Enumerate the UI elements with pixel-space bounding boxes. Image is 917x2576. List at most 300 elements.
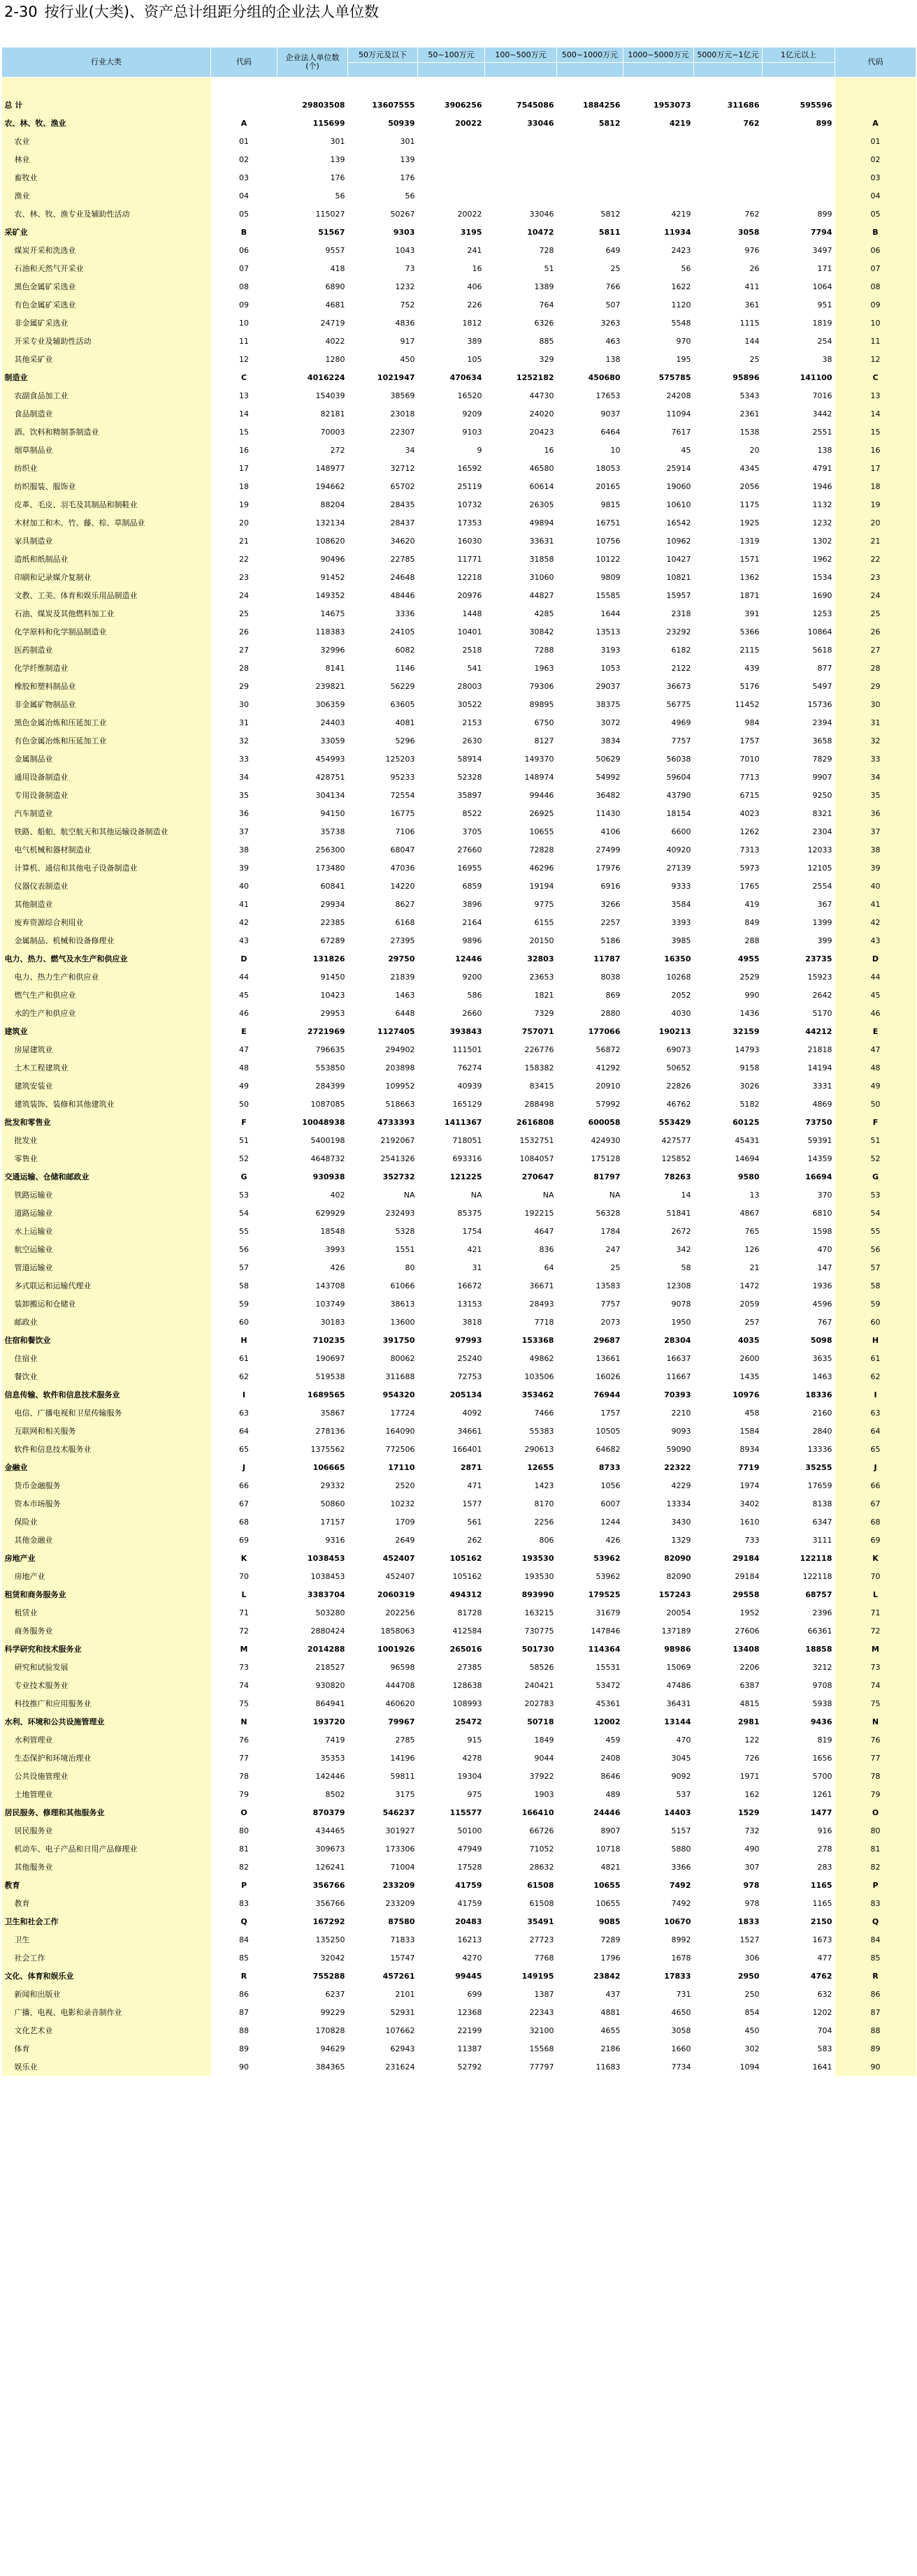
industry-name: 化学原料和化学制品制造业: [2, 623, 211, 641]
industry-name: 房屋建筑业: [2, 1040, 211, 1058]
value-g3: 166410: [521, 1807, 554, 1817]
industry-name: 租赁和商务服务业: [2, 1585, 211, 1603]
value-g7: 1463: [812, 1371, 832, 1381]
value-g2: 27385: [457, 1662, 482, 1672]
value-g5: 25914: [666, 463, 691, 473]
value-g5: 16637: [666, 1353, 691, 1363]
industry-code-right: 14: [835, 405, 916, 423]
value-g6: 1610: [739, 1517, 760, 1527]
value-g3: 8170: [534, 1499, 554, 1508]
industry-name: 煤炭开采和洗选业: [2, 241, 211, 259]
industry-code: 20: [239, 518, 249, 527]
industry-code: 71: [239, 1608, 249, 1617]
value-g4: 2408: [600, 1753, 621, 1763]
value-g3: 1849: [534, 1735, 554, 1745]
industry-name: 纺织业: [2, 459, 211, 477]
table-row: [2, 350, 916, 368]
value-g1: 203898: [385, 1063, 415, 1072]
value-g1: 96598: [390, 1662, 415, 1672]
value-g5: 45: [681, 445, 691, 455]
table-row: [2, 241, 916, 259]
value-g3: 9044: [534, 1753, 554, 1763]
value-g6: 14793: [735, 1045, 760, 1054]
table-row: [2, 986, 916, 1004]
value-total: 35738: [320, 827, 345, 836]
value-g5: 9078: [671, 1299, 691, 1309]
value-g3: 4285: [534, 609, 554, 618]
value-g7: 3331: [812, 1081, 832, 1091]
value-g2: 16213: [457, 1935, 482, 1944]
value-g2: 241: [467, 245, 482, 255]
value-total: 6237: [325, 1989, 345, 1999]
value-g2: 20022: [457, 209, 482, 219]
value-g7: 1962: [812, 554, 832, 564]
value-g7: 1302: [812, 536, 832, 546]
value-g5: 1953073: [653, 100, 691, 110]
value-g2: 1411367: [444, 1117, 482, 1127]
value-g1: 352732: [382, 1172, 415, 1181]
value-g1: 2101: [395, 1989, 415, 1999]
section-row: [2, 949, 916, 968]
industry-code: Q: [240, 1916, 247, 1926]
value-g1: 50267: [390, 209, 415, 219]
table-row: [2, 1186, 916, 1204]
value-g3: 2616808: [516, 1117, 554, 1127]
industry-code-right: [835, 96, 916, 114]
industry-code: 22: [239, 554, 249, 564]
value-g3: 149370: [524, 754, 554, 764]
value-g2: 19304: [457, 1771, 482, 1781]
value-g7: 1165: [812, 1898, 832, 1908]
value-g6: 2529: [739, 972, 760, 982]
value-g4: 463: [605, 336, 621, 346]
table-row: [2, 1240, 916, 1258]
industry-name: 文化艺术业: [2, 2021, 211, 2039]
value-g3: 51: [544, 263, 554, 273]
value-g1: 34620: [390, 536, 415, 546]
value-g4: 5186: [600, 936, 621, 945]
industry-code-right: 22: [835, 550, 916, 568]
value-g3: 26305: [529, 500, 554, 509]
value-g7: 14359: [807, 1154, 832, 1163]
value-g4: 20165: [595, 481, 621, 491]
value-g4: 20910: [595, 1081, 621, 1091]
value-g1: 87580: [388, 1916, 415, 1926]
industry-code: I: [242, 1390, 246, 1399]
industry-name: 住宿业: [2, 1349, 211, 1367]
industry-name: 铁路、船舶、航空航天和其他运输设备制造业: [2, 822, 211, 841]
value-g1: 232493: [385, 1208, 415, 1218]
value-g3: 10472: [527, 227, 554, 237]
value-g3: 20150: [529, 936, 554, 945]
value-g5: 59090: [666, 1444, 691, 1454]
value-g5: 7617: [671, 427, 691, 437]
value-g4: 25: [610, 1262, 621, 1272]
value-g6: 27606: [735, 1626, 760, 1636]
value-g3: 22343: [529, 2007, 554, 2017]
value-g6: 4815: [739, 1698, 760, 1708]
value-g2: 40939: [457, 1081, 482, 1091]
value-g1: 2785: [395, 1735, 415, 1745]
value-total: 22385: [320, 917, 345, 927]
table-row: [2, 2021, 916, 2039]
value-g7: 141100: [800, 372, 832, 382]
value-g7: 1202: [812, 2007, 832, 2017]
table-header: [2, 48, 916, 78]
value-g6: 5182: [739, 1099, 760, 1109]
value-g4: 57992: [595, 1099, 621, 1109]
industry-code-right: 02: [835, 150, 916, 168]
industry-name: 通用设备制造业: [2, 768, 211, 786]
industry-code-right: 16: [835, 441, 916, 459]
value-g6: 762: [744, 209, 760, 219]
value-g1: 14196: [390, 1753, 415, 1763]
industry-name: 电信、广播电视和卫星传输服务: [2, 1404, 211, 1422]
value-g6: 733: [744, 1535, 760, 1545]
value-g7: 5170: [812, 1008, 832, 1018]
industry-code-right: 58: [835, 1276, 916, 1295]
value-g5: 2423: [671, 245, 691, 255]
industry-code: K: [240, 1553, 247, 1563]
value-total: 434465: [315, 1826, 345, 1835]
value-total: 755288: [312, 1971, 345, 1981]
value-g2: 85375: [457, 1208, 482, 1218]
value-g1: 107662: [385, 2025, 415, 2035]
industry-code-right: J: [835, 1458, 916, 1476]
industry-code: 64: [239, 1426, 249, 1436]
value-g2: 693316: [452, 1154, 482, 1163]
value-g7: 1253: [812, 609, 832, 618]
value-total: 8141: [325, 663, 345, 673]
industry-name: 废弃资源综合利用业: [2, 913, 211, 931]
value-g7: 44212: [805, 1026, 832, 1036]
value-g1: 48446: [390, 590, 415, 600]
value-g4: 64682: [595, 1444, 621, 1454]
value-g3: 61508: [527, 1880, 554, 1890]
table-row: [2, 732, 916, 750]
industry-name: 水上运输业: [2, 1222, 211, 1240]
value-g3: 1389: [534, 282, 554, 291]
industry-name: 化学纤维制造业: [2, 659, 211, 677]
table-row: [2, 623, 916, 641]
value-g4: 8646: [600, 1771, 621, 1781]
value-g7: 1598: [812, 1226, 832, 1236]
value-g2: 41759: [457, 1898, 482, 1908]
value-g5: 575785: [658, 372, 691, 382]
value-g7: 12105: [807, 863, 832, 873]
value-g4: 179525: [588, 1589, 621, 1599]
section-row: [2, 96, 916, 114]
value-g2: 421: [467, 1244, 482, 1254]
value-g2: 470634: [449, 372, 482, 382]
value-g3: 55383: [529, 1426, 554, 1436]
value-g5: 342: [676, 1244, 691, 1254]
value-g6: 8934: [739, 1444, 760, 1454]
value-total: 67289: [320, 936, 345, 945]
value-g2: 28003: [457, 681, 482, 691]
value-total: 1280: [325, 354, 345, 364]
value-g7: 367: [817, 899, 832, 909]
value-total: 2014288: [307, 1644, 345, 1654]
value-g3: 44730: [529, 391, 554, 400]
header-group-1-sub: [348, 63, 418, 78]
value-total: 82181: [320, 409, 345, 419]
value-total: 5400198: [310, 1135, 345, 1145]
industry-code-right: 59: [835, 1295, 916, 1313]
value-g2: 16520: [457, 391, 482, 400]
header-group-4: 500~1000万元: [557, 48, 623, 63]
value-total: 870379: [312, 1807, 345, 1817]
industry-code: 43: [239, 936, 249, 945]
industry-name: 渔业: [2, 187, 211, 205]
value-g3: 1963: [534, 663, 554, 673]
value-g6: 1529: [737, 1807, 760, 1817]
value-g2: [418, 168, 485, 187]
table-row: [2, 1276, 916, 1295]
industry-code: 27: [239, 645, 249, 655]
value-g3: 153368: [521, 1335, 554, 1345]
value-total: 88204: [320, 500, 345, 509]
value-g2: 541: [467, 663, 482, 673]
value-g1: 125203: [385, 754, 415, 764]
value-g2: 9896: [462, 936, 482, 945]
value-total: 29953: [320, 1008, 345, 1018]
industry-code: 87: [239, 2007, 249, 2017]
value-g4: 81797: [593, 1172, 621, 1181]
value-g4: [557, 150, 623, 168]
industry-code: 46: [239, 1008, 249, 1018]
industry-code-right: 76: [835, 1731, 916, 1749]
value-g6: 854: [744, 2007, 760, 2017]
value-total: 1038453: [310, 1571, 345, 1581]
industry-code-right: 64: [835, 1422, 916, 1440]
table-row: [2, 168, 916, 187]
value-g4: 6916: [600, 881, 621, 891]
value-g7: 4596: [812, 1299, 832, 1309]
value-g2: 17528: [457, 1862, 482, 1872]
value-total: 503280: [315, 1608, 345, 1617]
value-g7: 21818: [807, 1045, 832, 1054]
industry-code: 75: [239, 1698, 249, 1708]
industry-code: L: [241, 1589, 247, 1599]
value-g1: 4081: [395, 718, 415, 727]
value-g5: [623, 187, 694, 205]
industry-code: 01: [239, 136, 249, 146]
value-g4: 649: [605, 245, 621, 255]
value-total: 118383: [315, 627, 345, 636]
value-g2: 412584: [452, 1626, 482, 1636]
value-g4: 1784: [600, 1226, 621, 1236]
value-g1: 34: [405, 445, 415, 455]
header-code: 代码: [211, 48, 277, 78]
value-g5: 9333: [671, 881, 691, 891]
value-g2: 226: [467, 300, 482, 310]
value-g6: 984: [744, 718, 760, 727]
industry-name: 文化、体育和娱乐业: [2, 1967, 211, 1985]
header-group-6: 5000万元~1亿元: [694, 48, 763, 63]
industry-code: R: [240, 1971, 247, 1981]
value-g1: 23018: [390, 409, 415, 419]
value-g2: 105: [467, 354, 482, 364]
industry-name: 保险业: [2, 1513, 211, 1531]
header-group-2: 50~100万元: [418, 48, 485, 63]
value-g1: 1146: [395, 663, 415, 673]
industry-code: 37: [239, 827, 249, 836]
value-g4: 54992: [595, 772, 621, 782]
value-total: 142446: [315, 1771, 345, 1781]
value-g5: 7757: [671, 736, 691, 745]
value-g7: 13336: [807, 1444, 832, 1454]
value-g3: 158382: [524, 1063, 554, 1072]
value-total: 29803508: [302, 100, 345, 110]
industry-code: 18: [239, 481, 249, 491]
value-g6: 458: [744, 1408, 760, 1418]
value-total: 278136: [315, 1426, 345, 1436]
value-g1: NA: [403, 1190, 415, 1200]
value-g1: 6448: [395, 1008, 415, 1018]
value-g4: 2186: [600, 2044, 621, 2053]
value-total: 7419: [325, 1735, 345, 1745]
section-row: [2, 1458, 916, 1476]
value-total: 384365: [315, 2062, 345, 2072]
value-g6: 13: [749, 1190, 760, 1200]
value-g1: 311688: [385, 1371, 415, 1381]
value-total: 60841: [320, 881, 345, 891]
industry-name: 商务服务业: [2, 1622, 211, 1640]
value-g5: 5548: [671, 318, 691, 328]
industry-code: 47: [239, 1045, 249, 1054]
industry-code: 05: [239, 209, 249, 219]
value-total: 94629: [320, 2044, 345, 2053]
value-g6: 1094: [739, 2062, 760, 2072]
table-row: [2, 332, 916, 350]
value-g5: 1660: [671, 2044, 691, 2053]
industry-code: 41: [239, 899, 249, 909]
value-g3: 28493: [529, 1299, 554, 1309]
industry-code: 76: [239, 1735, 249, 1745]
value-g7: 17659: [807, 1480, 832, 1490]
value-g6: 13408: [732, 1644, 760, 1654]
value-g2: 76274: [457, 1063, 482, 1072]
value-g2: 20483: [455, 1916, 482, 1926]
industry-code: 35: [239, 790, 249, 800]
value-g4: 29687: [593, 1335, 621, 1345]
industry-code-right: 15: [835, 423, 916, 441]
industry-code-right: 81: [835, 1840, 916, 1858]
header-code-right: 代码: [835, 48, 916, 78]
industry-code: 26: [239, 627, 249, 636]
industry-code: G: [240, 1172, 247, 1181]
value-g4: NA: [609, 1190, 621, 1200]
table-row: [2, 1531, 916, 1549]
table-row: [2, 1676, 916, 1694]
industry-name: 教育: [2, 1894, 211, 1912]
value-g4: 175128: [591, 1154, 621, 1163]
value-g7: 1656: [812, 1753, 832, 1763]
value-g6: 288: [744, 936, 760, 945]
value-g1: 47036: [390, 863, 415, 873]
table-row: [2, 641, 916, 659]
value-g6: 2981: [737, 1717, 760, 1726]
value-total: 930820: [315, 1680, 345, 1690]
value-g1: 65702: [390, 481, 415, 491]
industry-code: H: [240, 1335, 247, 1345]
industry-code-right: 79: [835, 1785, 916, 1803]
value-g1: 27395: [390, 936, 415, 945]
table-row: [2, 532, 916, 550]
section-row: [2, 1331, 916, 1349]
value-g4: 10655: [593, 1880, 621, 1890]
value-total: 930938: [312, 1172, 345, 1181]
table-row: [2, 1295, 916, 1313]
value-g7: 2304: [812, 827, 832, 836]
value-g5: 47486: [666, 1680, 691, 1690]
value-g6: [694, 187, 763, 205]
value-g1: 32712: [390, 463, 415, 473]
value-g1: 4733393: [377, 1117, 415, 1127]
value-g2: 25240: [457, 1353, 482, 1363]
value-g3: 2256: [534, 1517, 554, 1527]
value-g6: 1435: [739, 1371, 760, 1381]
industry-name: 文教、工美、体育和娱乐用品制造业: [2, 586, 211, 604]
industry-code: 39: [239, 863, 249, 873]
value-g4: [557, 187, 623, 205]
value-g3: 501730: [521, 1644, 554, 1654]
value-g1: 460620: [385, 1698, 415, 1708]
value-g7: 1641: [812, 2062, 832, 2072]
table-row: [2, 786, 916, 804]
industry-name: 卫生和社会工作: [2, 1912, 211, 1930]
value-g6: 1871: [739, 590, 760, 600]
value-g2: 105162: [449, 1553, 482, 1563]
value-g7: 1232: [812, 518, 832, 527]
industry-name: 水利、环境和公共设施管理业: [2, 1712, 211, 1731]
value-g1: 450: [400, 354, 415, 364]
value-g2: 9103: [462, 427, 482, 437]
industry-name: 居民服务、修理和其他服务业: [2, 1803, 211, 1821]
value-g6: 762: [743, 118, 760, 128]
value-g1: 917: [400, 336, 415, 346]
industry-code-right: 43: [835, 931, 916, 949]
value-g2: 10401: [457, 627, 482, 636]
value-g4: 45361: [595, 1698, 621, 1708]
industry-name: 其他采矿业: [2, 350, 211, 368]
value-g3: 19194: [529, 881, 554, 891]
value-g1: 15747: [390, 1953, 415, 1963]
industry-name: 批发业: [2, 1131, 211, 1149]
value-g6: 1757: [739, 736, 760, 745]
industry-name: 土木工程建筑业: [2, 1058, 211, 1077]
industry-name: 资本市场服务: [2, 1494, 211, 1513]
industry-code-right: 38: [835, 841, 916, 859]
value-g1: 73: [405, 263, 415, 273]
table-row: [2, 550, 916, 568]
industry-code: 58: [239, 1281, 249, 1290]
industry-name: 建筑安装业: [2, 1077, 211, 1095]
industry-name: 信息传输、软件和信息技术服务业: [2, 1385, 211, 1404]
value-g4: 10718: [595, 1844, 621, 1854]
value-g2: 389: [467, 336, 482, 346]
value-g4: 147846: [591, 1626, 621, 1636]
table-row: [2, 1404, 916, 1422]
value-g2: 3195: [460, 227, 482, 237]
value-g1: 954320: [382, 1390, 415, 1399]
value-g5: 157243: [658, 1589, 691, 1599]
industry-name: 农副食品加工业: [2, 386, 211, 405]
value-g4: 10756: [595, 536, 621, 546]
value-g3: 290613: [524, 1444, 554, 1454]
value-g6: 2056: [739, 481, 760, 491]
